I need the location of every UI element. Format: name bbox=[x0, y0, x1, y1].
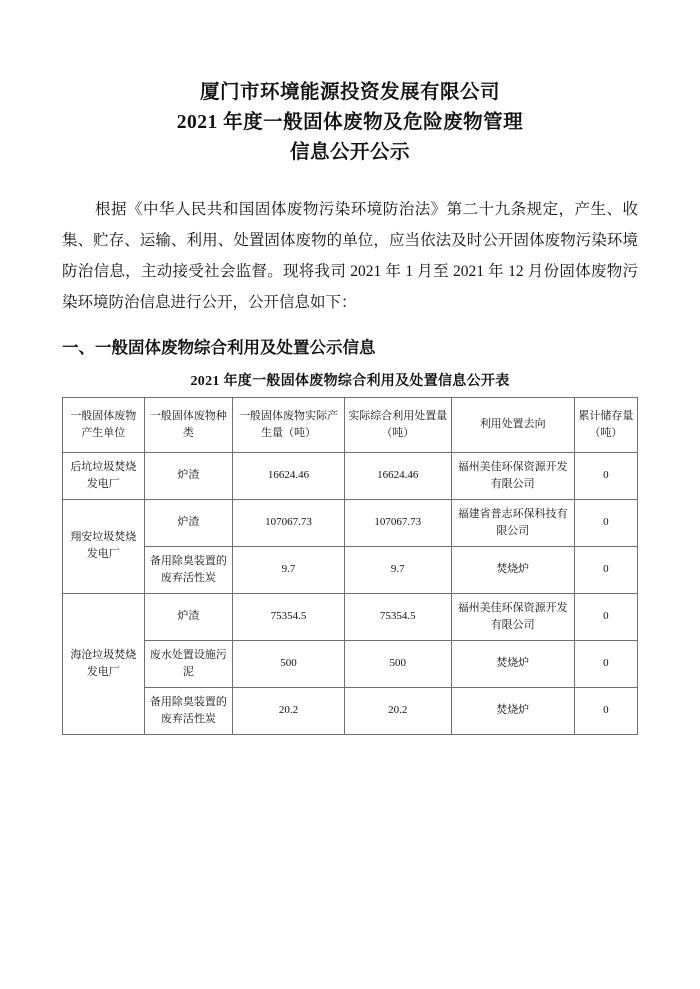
cell-unit: 后坑垃圾焚烧发电厂 bbox=[63, 452, 145, 499]
cell-utilized: 16624.46 bbox=[344, 452, 451, 499]
table-row bbox=[63, 452, 638, 499]
cell-stored: 0 bbox=[574, 499, 637, 546]
column-header-utilized: 实际综合利用处置量（吨） bbox=[344, 397, 451, 452]
cell-type: 废水处置设施污泥 bbox=[144, 640, 233, 687]
cell-produced: 500 bbox=[233, 640, 345, 687]
cell-produced: 107067.73 bbox=[233, 499, 345, 546]
cell-stored: 0 bbox=[574, 452, 637, 499]
cell-type: 炉渣 bbox=[144, 452, 233, 499]
section-heading: 一、一般固体废物综合利用及处置公示信息 bbox=[62, 337, 376, 357]
cell-produced: 20.2 bbox=[233, 687, 345, 734]
column-header-type: 一般固体废物种类 bbox=[144, 397, 233, 452]
title-line-3: 信息公开公示 bbox=[289, 142, 410, 163]
cell-stored: 0 bbox=[574, 546, 637, 593]
table-caption: 2021 年度一般固体废物综合利用及处置信息公开表 bbox=[190, 373, 510, 389]
cell-stored: 0 bbox=[574, 687, 637, 734]
column-header-produced: 一般固体废物实际产生量（吨） bbox=[233, 397, 345, 452]
cell-destination: 焚烧炉 bbox=[451, 640, 574, 687]
column-header-stored: 累计储存量（吨） bbox=[574, 397, 637, 452]
cell-type: 备用除臭装置的废弃活性炭 bbox=[144, 687, 233, 734]
cell-unit: 海沧垃圾焚烧发电厂 bbox=[63, 593, 145, 734]
table-row bbox=[63, 499, 638, 546]
cell-type: 炉渣 bbox=[144, 499, 233, 546]
paragraph-text: 根据《中华人民共和国固体废物污染环境防治法》第二十九条规定，产生、收集、贮存、运输、利用、处置固体废物的单位，应当依法及时公开固体废物污染环境防治信息，主动接受社会监督。现将我司 2021 年 1 月至 2021 年 12 月份固体废物污染环境防治信息进行公开，公开信息如下： bbox=[62, 201, 638, 311]
cell-destination: 福州美佳环保资源开发有限公司 bbox=[451, 452, 574, 499]
cell-type: 备用除臭装置的废弃活性炭 bbox=[144, 546, 233, 593]
body-paragraph bbox=[62, 194, 638, 318]
cell-utilized: 20.2 bbox=[344, 687, 451, 734]
waste-disposal-table bbox=[62, 397, 638, 735]
cell-utilized: 75354.5 bbox=[344, 593, 451, 640]
table-row bbox=[63, 546, 638, 593]
column-header-unit: 一般固体废物产生单位 bbox=[63, 397, 145, 452]
cell-produced: 75354.5 bbox=[233, 593, 345, 640]
cell-destination: 福建省普志环保科技有限公司 bbox=[451, 499, 574, 546]
cell-produced: 9.7 bbox=[233, 546, 345, 593]
cell-unit: 翔安垃圾焚烧发电厂 bbox=[63, 499, 145, 593]
cell-type: 炉渣 bbox=[144, 593, 233, 640]
cell-stored: 0 bbox=[574, 640, 637, 687]
table-row bbox=[63, 687, 638, 734]
title-line-1: 厦门市环境能源投资发展有限公司 bbox=[199, 82, 500, 103]
cell-produced: 16624.46 bbox=[233, 452, 345, 499]
table-header-row bbox=[63, 397, 638, 452]
cell-destination: 焚烧炉 bbox=[451, 687, 574, 734]
cell-destination: 焚烧炉 bbox=[451, 546, 574, 593]
title-line-2: 2021 年度一般固体废物及危险废物管理 bbox=[176, 112, 524, 133]
table-header bbox=[63, 397, 638, 452]
cell-destination: 福州美佳环保资源开发有限公司 bbox=[451, 593, 574, 640]
cell-utilized: 500 bbox=[344, 640, 451, 687]
cell-stored: 0 bbox=[574, 593, 637, 640]
table-body bbox=[63, 452, 638, 734]
cell-utilized: 9.7 bbox=[344, 546, 451, 593]
table-row bbox=[63, 640, 638, 687]
document-title bbox=[62, 78, 638, 168]
cell-utilized: 107067.73 bbox=[344, 499, 451, 546]
table-row bbox=[63, 593, 638, 640]
column-header-destination: 利用处置去向 bbox=[451, 397, 574, 452]
